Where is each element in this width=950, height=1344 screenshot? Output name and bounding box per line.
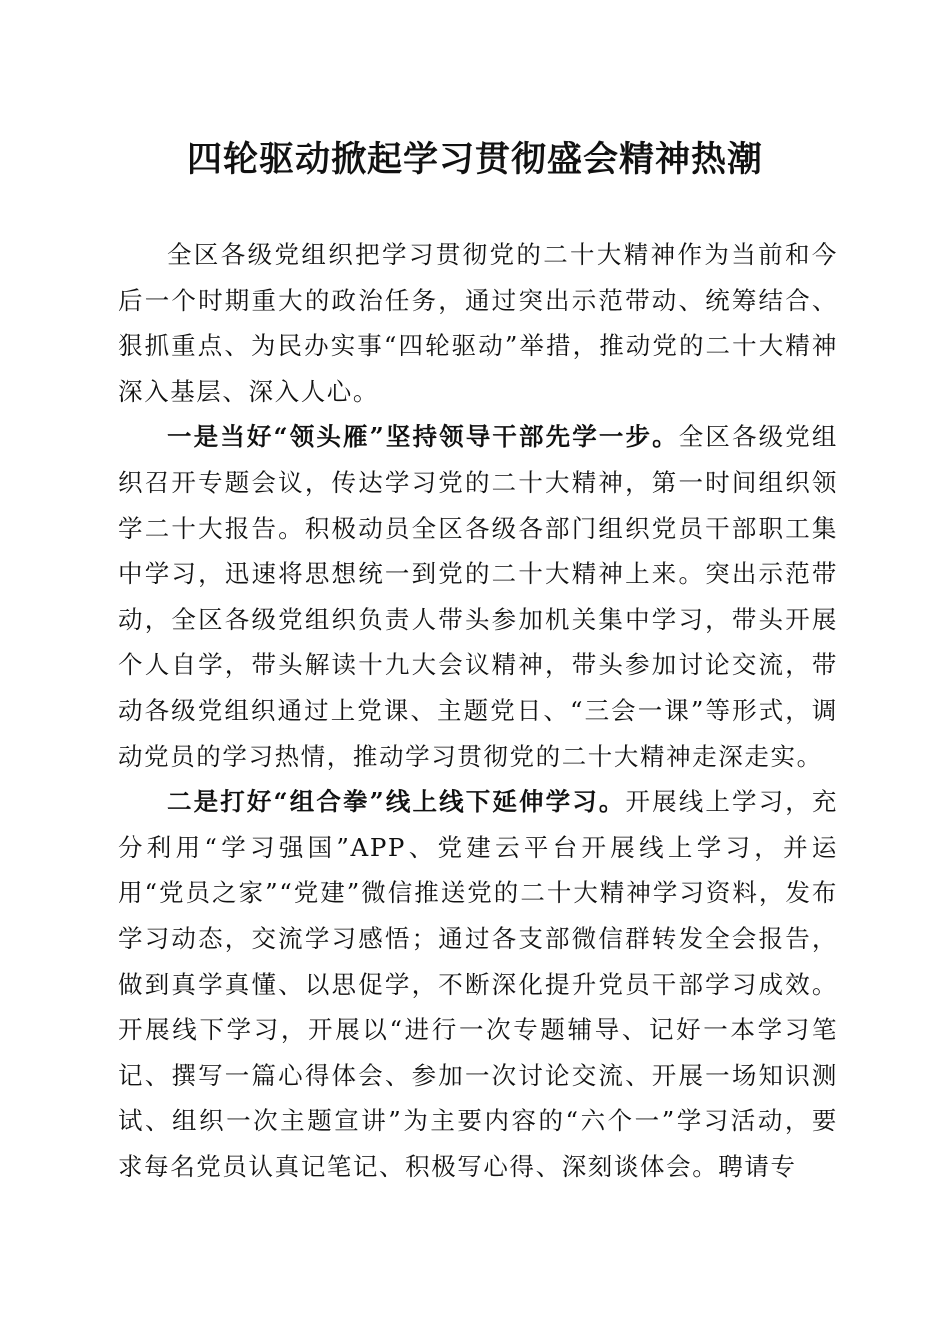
document-body	[118, 232, 838, 1189]
paragraph-point-one-heading: 一是当好“领头雁”坚持领导干部先学一步。	[167, 422, 679, 452]
paragraph-point-one	[118, 414, 838, 779]
paragraph-intro-text: 全区各级党组织把学习贯彻党的二十大精神作为当前和今后一个时期重大的政治任务，通过突出示范带动、统筹结合、狠抓重点、为民办实事“四轮驱动”举措，推动党的二十大精神深入基层、深入人心。	[118, 240, 838, 406]
paragraph-intro	[118, 232, 838, 414]
paragraph-point-two-heading: 二是打好“组合拳”线上线下延伸学习。	[167, 787, 626, 817]
paragraph-point-one-text: 全区各级党组织召开专题会议，传达学习党的二十大精神，第一时间组织领学二十大报告。积极动员全区各级各部门组织党员干部职工集中学习，迅速将思想统一到党的二十大精神上来。突出示范带动，全区各级党组织负责人带头参加机关集中学习，带头开展个人自学，带头解读十九大会议精神，带头参加讨论交流，带动各级党组织通过上党课、主题党日、“三会一课”等形式，调动党员的学习热情，推动学习贯彻党的二十大精神走深走实。	[118, 422, 838, 771]
document-title: 四轮驱动掀起学习贯彻盛会精神热潮	[186, 139, 763, 180]
paragraph-point-two	[118, 779, 838, 1189]
paragraph-point-two-text: 开展线上学习，充分利用“学习强国”APP、党建云平台开展线上学习，并运用“党员之家”“党建”微信推送党的二十大精神学习资料，发布学习动态，交流学习感悟；通过各支部微信群转发全会报告，做到真学真懂、以思促学，不断深化提升党员干部学习成效。开展线下学习，开展以“进行一次专题辅导、记好一本学习笔记、撰写一篇心得体会、参加一次讨论交流、开展一场知识测试、组织一次主题宣讲”为主要内容的“六个一”学习活动，要求每名党员认真记笔记、积极写心得、深刻谈体会。聘请专	[118, 787, 838, 1181]
